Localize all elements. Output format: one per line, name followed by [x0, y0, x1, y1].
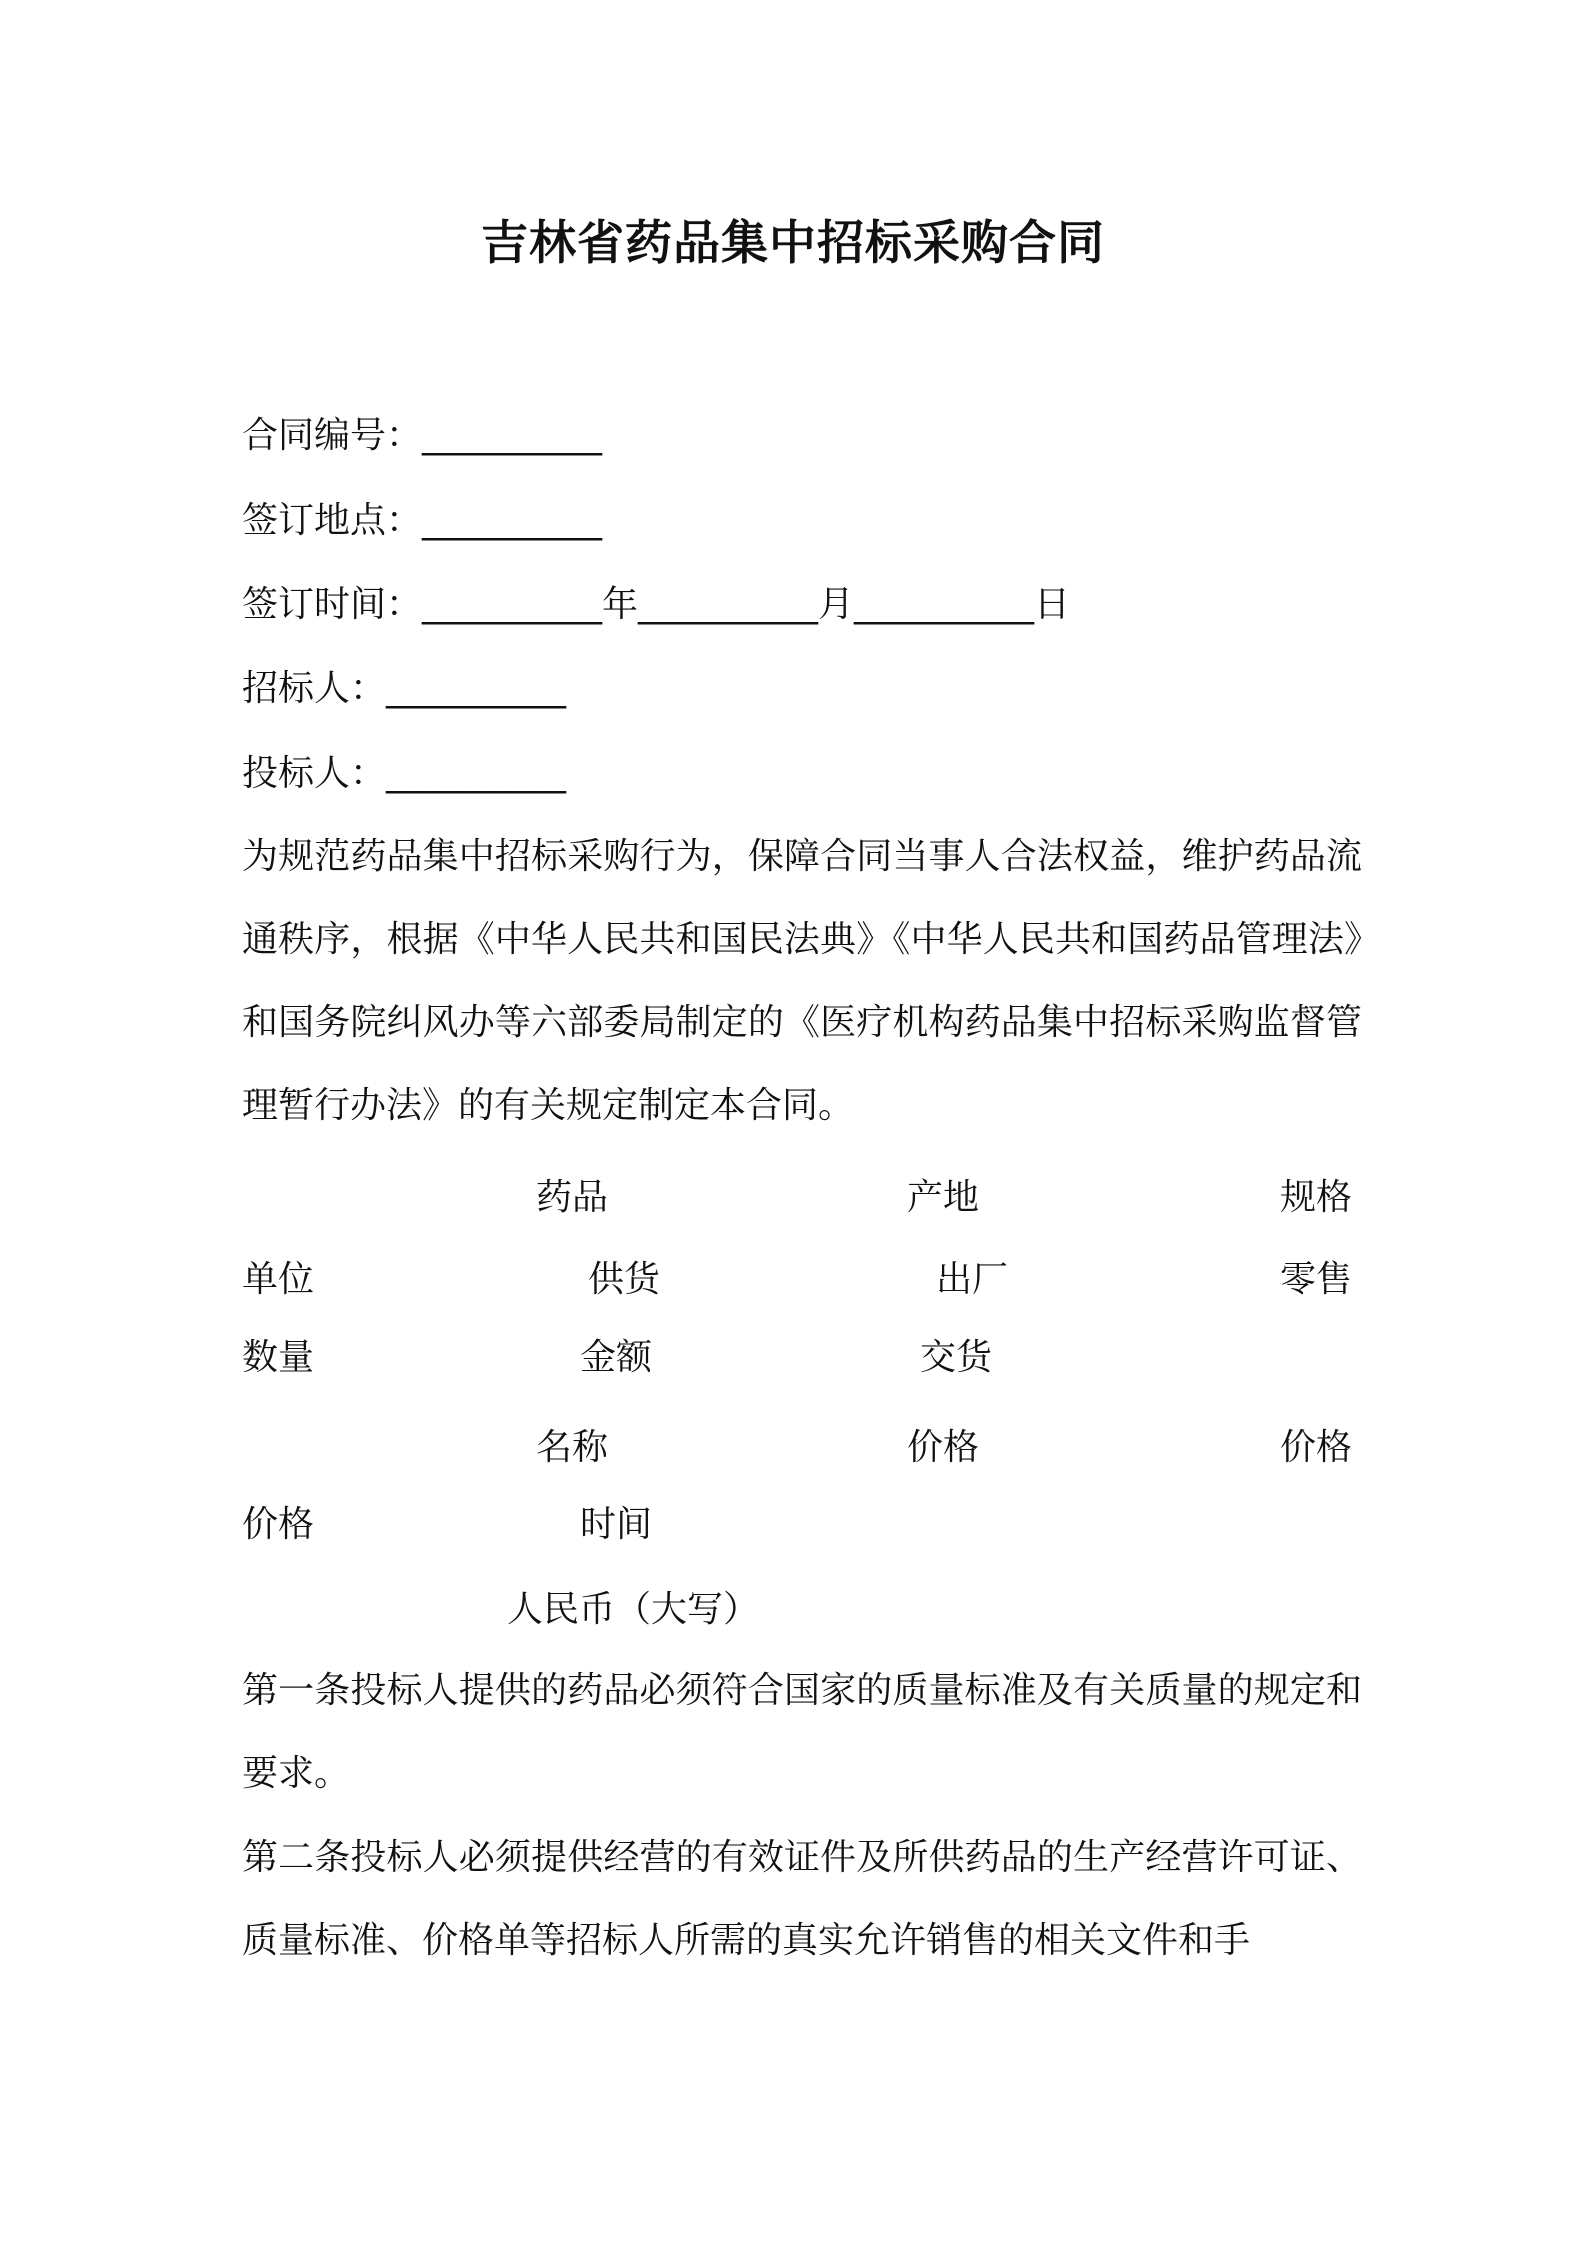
bidder-field: 投标人：__________ [242, 753, 567, 794]
contract-number-field: 合同编号：__________ [242, 415, 603, 456]
header-price-supply: 价格 [242, 1504, 315, 1545]
header-delivery: 交货 [920, 1337, 993, 1378]
header-supply: 供货 [588, 1259, 661, 1300]
sign-time-field: 签订时间：__________年__________月__________日 [242, 584, 1071, 625]
header-name: 名称 [536, 1427, 609, 1468]
header-retail: 零售 [1280, 1259, 1353, 1300]
header-amount: 金额 [580, 1337, 653, 1378]
header-drug: 药品 [536, 1177, 609, 1218]
article-1: 第一条投标人提供的药品必须符合国家的质量标准及有关质量的规定和要求。 [242, 1670, 1362, 1794]
sign-place-field: 签订地点：__________ [242, 500, 603, 541]
preamble-paragraph: 为规范药品集中招标采购行为，保障合同当事人合法权益，维护药品流通秩序，根据《中华人民共和国民法典》《中华人民共和国药品管理法》和国务院纠风办等六部委局制定的《医疗机构药品集中招标采购监督管理暂行办法》的有关规定制定本合同。 [242, 836, 1362, 1126]
header-time: 时间 [580, 1504, 653, 1545]
header-factory: 出厂 [936, 1259, 1009, 1300]
header-spec: 规格 [1280, 1177, 1353, 1218]
article-2: 第二条投标人必须提供经营的有效证件及所供药品的生产经营许可证、质量标准、价格单等招标人所需的真实允许销售的相关文件和手 [242, 1837, 1362, 1961]
header-quantity: 数量 [242, 1337, 315, 1378]
document-title: 吉林省药品集中招标采购合同 [481, 216, 1105, 271]
header-rmb: 人民币（大写） [507, 1589, 760, 1630]
tenderer-field: 招标人：__________ [242, 668, 567, 709]
header-unit: 单位 [242, 1259, 315, 1300]
header-origin: 产地 [907, 1177, 980, 1218]
header-price-factory: 价格 [907, 1427, 980, 1468]
header-price-retail: 价格 [1280, 1427, 1353, 1468]
